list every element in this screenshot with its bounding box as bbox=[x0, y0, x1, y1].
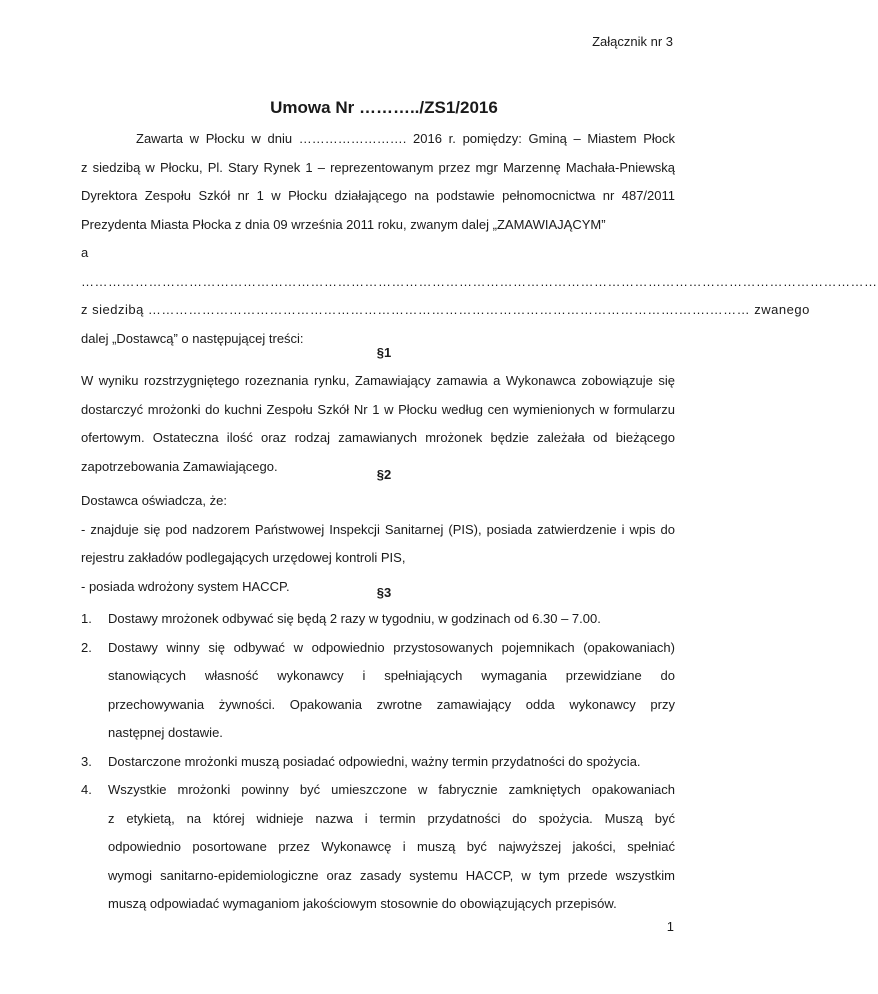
intro-paragraph bbox=[81, 125, 878, 353]
list-item-number: 2. bbox=[81, 639, 92, 655]
page-number: 1 bbox=[666, 919, 674, 934]
list-item bbox=[81, 776, 675, 919]
list-item-line: z etykietą, na której widnieje nazwa i termin przydatności do spożycia. Muszą być bbox=[108, 810, 675, 826]
paragraph-line: - posiada wdrożony system HACCP. bbox=[81, 578, 290, 594]
list-item-line: stanowiących własność wykonawcy i spełniających wymagania przewidziane do bbox=[108, 668, 675, 683]
list-item-line: przechowywania żywności. Opakowania zwrotne zamawiający odda wykonawcy przy bbox=[108, 696, 675, 712]
list-item bbox=[81, 605, 675, 634]
paragraph-line: W wyniku rozstrzygniętego rozeznania rynku, Zamawiający zamawia a Wykonawca zobowiązuje się bbox=[81, 373, 675, 388]
attachment-label: Załącznik nr 3 bbox=[592, 34, 673, 49]
list-item-line: Dostarczone mrożonki muszą posiadać odpowiedni, ważny termin przydatności do spożycia. bbox=[108, 753, 641, 769]
list-item bbox=[81, 634, 675, 748]
section-heading-1: §1 bbox=[376, 345, 392, 360]
section-2-paragraph bbox=[81, 487, 675, 601]
intro-line: z siedzibą ……………………………………………………………………………………………………….…….……… zwanego bbox=[81, 302, 810, 317]
paragraph-line: Dostawca oświadcza, że: bbox=[81, 493, 227, 508]
section-heading-3: §3 bbox=[376, 585, 392, 600]
list-item-line: odpowiednio posortowane przez Wykonawcę i muszą być najwyższej jakości, spełniać bbox=[108, 839, 675, 854]
paragraph-line: ofertowym. Ostateczna ilość oraz rodzaj zamawianych mrożonek będzie zależała od bieżącego bbox=[81, 430, 675, 445]
intro-line: a bbox=[81, 245, 89, 260]
list-item-line: wymogi sanitarno-epidemiologiczne oraz zasady systemu HACCP, w tym przede wszystkim bbox=[108, 867, 675, 883]
list-item bbox=[81, 748, 675, 777]
contract-title: Umowa Nr ………../ZS1/2016 bbox=[270, 98, 498, 117]
list-item-number: 1. bbox=[81, 611, 92, 626]
paragraph-line: dostarczyć mrożonki do kuchni Zespołu Szkół Nr 1 w Płocku według cen wymienionych w formularzu bbox=[81, 401, 675, 417]
intro-line: dalej „Dostawcą” o następującej treści: bbox=[81, 330, 304, 346]
section-heading-2: §2 bbox=[376, 467, 392, 482]
paragraph-line: - znajduje się pod nadzorem Państwowej Inspekcji Sanitarnej (PIS), posiada zatwierdzenie i wpis do bbox=[81, 521, 675, 537]
list-item-line: Dostawy winny się odbywać w odpowiednio przystosowanych pojemnikach (opakowaniach) bbox=[108, 639, 675, 655]
paragraph-line: zapotrzebowania Zamawiającego. bbox=[81, 458, 278, 474]
section-3-list bbox=[81, 605, 675, 919]
list-item-number: 4. bbox=[81, 782, 92, 797]
list-item-line: Dostawy mrożonek odbywać się będą 2 razy w tygodniu, w godzinach od 6.30 – 7.00. bbox=[108, 611, 601, 626]
list-item-line: muszą odpowiadać wymaganiom jakościowym stosownie do obowiązujących przepisów. bbox=[108, 896, 617, 911]
intro-line: Dyrektora Zespołu Szkół nr 1 w Płocku działającego na podstawie pełnomocnictwa nr 487/2011 bbox=[81, 188, 675, 203]
intro-line: Zawarta w Płocku w dniu ……………………. 2016 r. pomiędzy: Gminą – Miastem Płock bbox=[136, 131, 675, 146]
list-item-line: następnej dostawie. bbox=[108, 725, 223, 740]
list-item-line: Wszystkie mrożonki powinny być umieszczone w fabrycznie zamkniętych opakowaniach bbox=[108, 782, 675, 797]
intro-line: Prezydenta Miasta Płocka z dnia 09 września 2011 roku, zwanym dalej „ZAMAWIAJĄCYM” bbox=[81, 216, 606, 232]
section-1-paragraph bbox=[81, 367, 675, 481]
contractor-placeholder-line: …………………………………………………………………………………………………………………………………………………………… bbox=[81, 273, 878, 289]
intro-line: z siedzibą w Płocku, Pl. Stary Rynek 1 – reprezentowanym przez mgr Marzennę Machała-Pniewską bbox=[81, 159, 675, 175]
paragraph-line: rejestru zakładów podlegających urzędowej kontroli PIS, bbox=[81, 550, 406, 565]
list-item-number: 3. bbox=[81, 753, 92, 769]
